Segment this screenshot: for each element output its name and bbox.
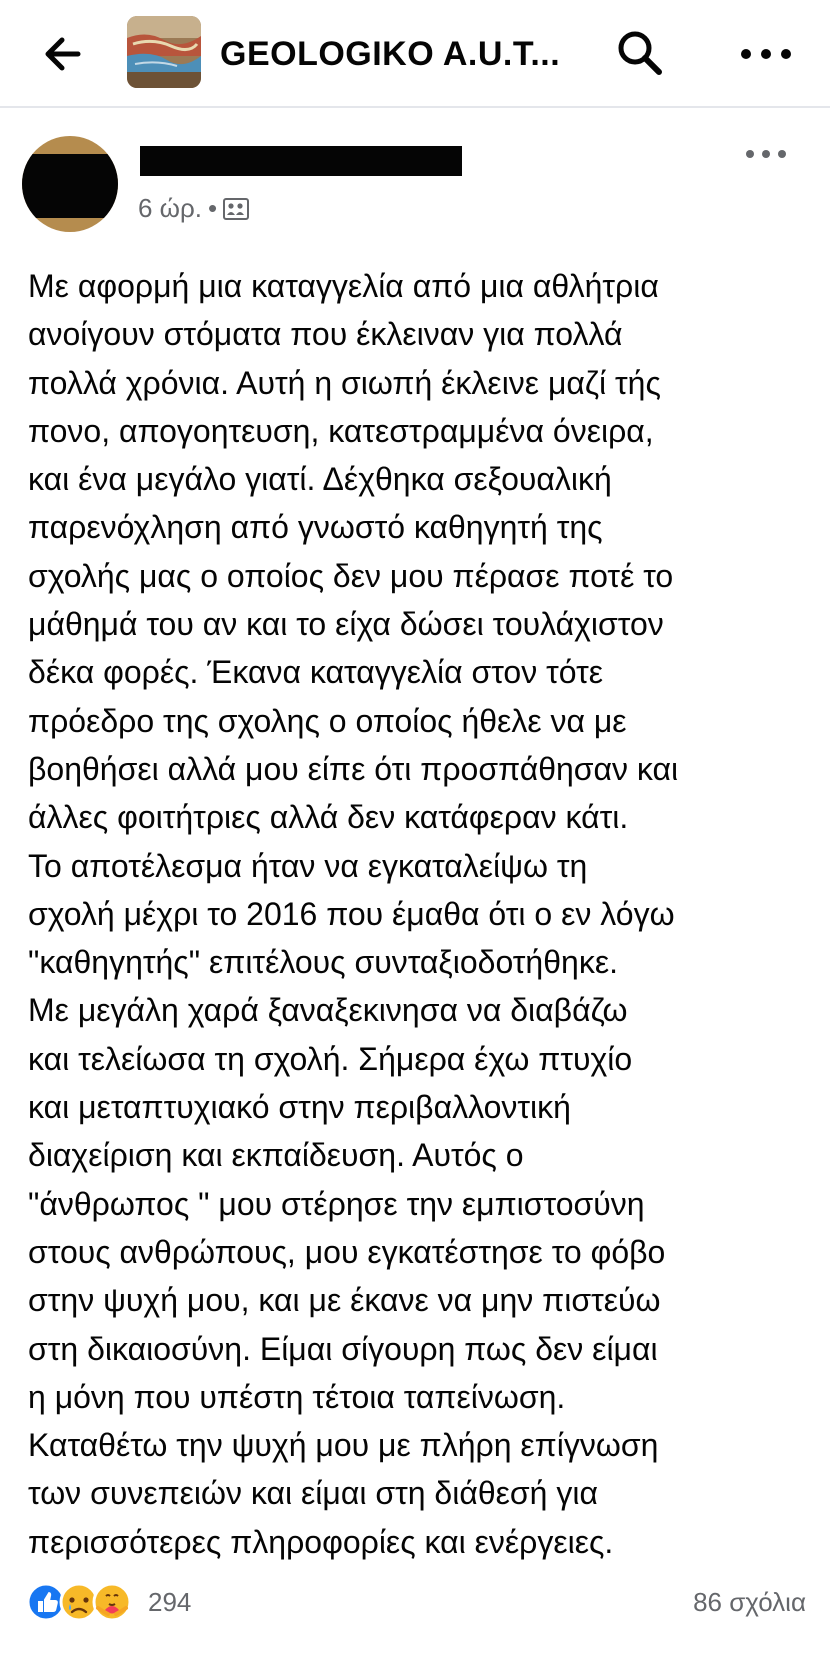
post-text-line: η μόνη που υπέστη τέτοια ταπείνωση. <box>28 1378 566 1415</box>
post-text-line: "άνθρωπος " μου στέρησε την εμπιστοσύνη <box>28 1185 645 1222</box>
post-text-line: Με αφορμή μια καταγγελία από μια αθλήτρια <box>28 268 659 304</box>
post-text-line: και τελείωσα τη σχολή. Σήμερα έχω πτυχίο <box>28 1040 633 1077</box>
more-horizontal-icon <box>744 142 788 166</box>
post-text-line: των συνεπειών και είμαι στη διάθεσή για <box>28 1475 598 1512</box>
post-text-line: και μεταπτυχιακό στην περιβαλλοντική <box>28 1089 571 1126</box>
care-icon <box>94 1584 130 1620</box>
search-button[interactable] <box>613 26 667 80</box>
reaction-count[interactable]: 294 <box>148 1587 192 1617</box>
post-text-line: διαχείριση και εκπαίδευση. Αυτός ο <box>28 1137 524 1174</box>
post-meta <box>138 190 249 226</box>
post-text-line: "καθηγητής" επιτέλους συνταξιοδοτήθηκε. <box>28 944 618 981</box>
header-more-button[interactable] <box>738 34 794 74</box>
post-text-line: άλλες φοιτήτριες αλλά δεν κατάφεραν κάτι. <box>28 799 629 836</box>
meta-separator: • <box>208 193 218 223</box>
reaction-icons[interactable] <box>26 1582 148 1622</box>
post-text-line: στους ανθρώπους, μου εγκατέστησε το φόβο <box>28 1233 666 1270</box>
app-header <box>0 0 830 108</box>
arrow-left-icon <box>38 30 86 78</box>
post-more-button[interactable] <box>744 142 788 166</box>
post-text-line: πονο, απογοητευση, κατεστραμμένα όνειρα, <box>28 412 654 449</box>
search-icon <box>613 26 667 80</box>
group-cover-image <box>127 16 201 88</box>
author-avatar[interactable] <box>22 136 118 232</box>
post-text-line: Με μεγάλη χαρά ξαναξεκινησα να διαβάζω <box>28 992 628 1029</box>
author-name-redacted[interactable] <box>140 146 462 176</box>
group-avatar[interactable] <box>127 16 201 88</box>
post-text <box>28 262 818 1566</box>
post-text-line: στην ψυχή μου, και με έκανε να μην πιστεύω <box>28 1282 661 1319</box>
post-text-line: παρενόχληση από γνωστό καθηγητή της <box>28 509 603 546</box>
more-horizontal-icon <box>738 34 794 74</box>
post-text-line: περισσότερες πληροφορίες και ενέργειες. <box>28 1523 614 1560</box>
post-text-line: ανοίγουν στόματα που έκλειναν για πολλά <box>28 316 623 353</box>
post-header <box>0 108 830 248</box>
post-text-line: βοηθήσει αλλά μου είπε ότι προσπάθησαν και <box>28 750 679 787</box>
post-text-line: και ένα μεγάλο γιατί. Δέχθηκα σεξουαλική <box>28 461 612 498</box>
post-text-line: πολλά χρόνια. Αυτή η σιωπή έκλεινε μαζί τής <box>28 364 661 401</box>
post-text-line: Καταθέτω την ψυχή μου με πλήρη επίγνωση <box>28 1427 659 1464</box>
post-text-line: σχολή μέχρι το 2016 που έμαθα ότι ο εν λόγω <box>28 895 675 932</box>
back-button[interactable] <box>38 30 86 78</box>
like-icon <box>28 1584 64 1620</box>
sad-icon <box>61 1584 97 1620</box>
post-text-line: σχολής μας ο οποίος δεν μου πέρασε ποτέ το <box>28 557 674 594</box>
post-footer <box>26 1580 806 1624</box>
post-text-line: στη δικαιοσύνη. Είμαι σίγουρη πως δεν είμαι <box>28 1330 658 1367</box>
comment-count[interactable]: 86 σχόλια <box>693 1587 806 1617</box>
post-time[interactable]: 6 ώρ. <box>138 193 202 223</box>
group-title[interactable]: GEOLOGIKO A.U.T... <box>220 35 561 73</box>
post-text-line: Το αποτέλεσμα ήταν να εγκαταλείψω τη <box>28 847 588 884</box>
post-text-line: πρόεδρο της σχολης ο οποίος ήθελε να με <box>28 702 627 739</box>
group-members-icon <box>223 194 249 218</box>
redaction-block <box>22 154 118 218</box>
post-text-line: δέκα φορές. Έκανα καταγγελία στον τότε <box>28 654 603 691</box>
post-text-line: μάθημά του αν και το είχα δώσει τουλάχιστον <box>28 606 664 643</box>
